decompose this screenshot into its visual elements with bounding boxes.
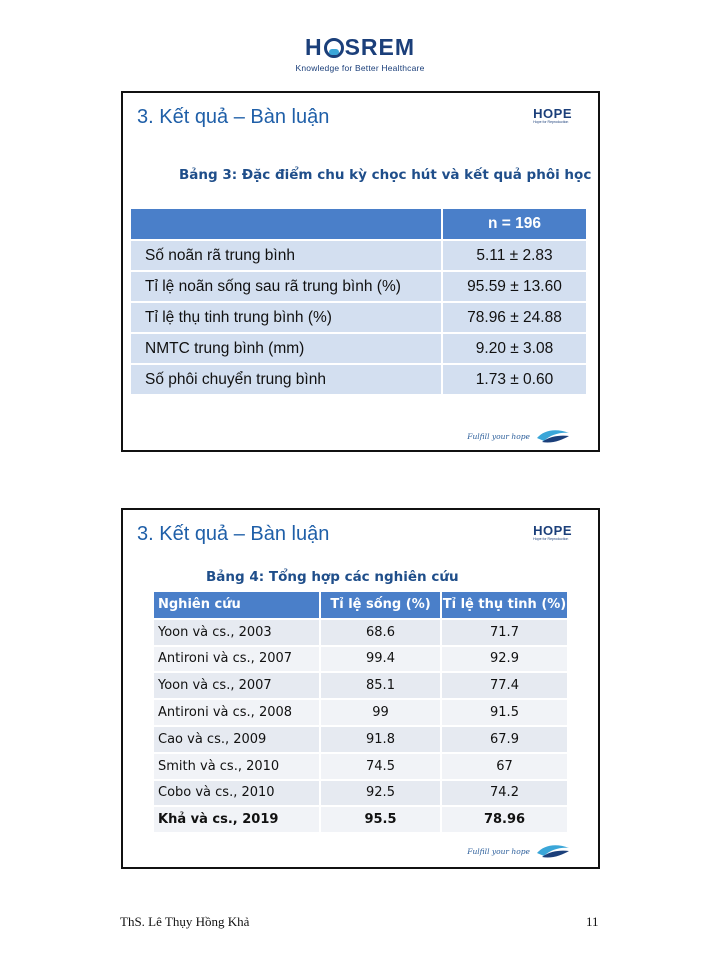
fertilization-cell: 74.2 bbox=[441, 780, 568, 807]
row-value: 9.20 ± 3.08 bbox=[442, 333, 586, 364]
survival-cell: 99.4 bbox=[320, 646, 441, 673]
table-header-row bbox=[154, 592, 568, 619]
fulfill-tagline: Fulfill your hope bbox=[467, 843, 570, 859]
survival-cell: 74.5 bbox=[320, 753, 441, 780]
study-cell: Cao và cs., 2009 bbox=[154, 726, 320, 753]
slide-title: 3. Kết quả – Bàn luận bbox=[137, 523, 330, 545]
fulfill-tagline: Fulfill your hope bbox=[467, 428, 570, 444]
study-cell: Cobo và cs., 2010 bbox=[154, 780, 320, 807]
table-row bbox=[131, 271, 586, 302]
column-header: Tỉ lệ sống (%) bbox=[320, 592, 441, 619]
survival-cell: 95.5 bbox=[320, 806, 441, 833]
table-row-highlight bbox=[154, 806, 568, 833]
wave-logo-icon bbox=[536, 843, 570, 859]
fertilization-cell: 71.7 bbox=[441, 619, 568, 646]
row-value: 78.96 ± 24.88 bbox=[442, 302, 586, 333]
survival-cell: 91.8 bbox=[320, 726, 441, 753]
logo-tagline: Knowledge for Better Healthcare bbox=[295, 63, 425, 73]
row-value: 5.11 ± 2.83 bbox=[442, 240, 586, 271]
table-row bbox=[154, 699, 568, 726]
hope-logo: HOPE Hope for Reproduction bbox=[533, 106, 572, 124]
wave-logo-icon bbox=[536, 428, 570, 444]
survival-cell: 99 bbox=[320, 699, 441, 726]
table-row bbox=[154, 619, 568, 646]
row-label: Số phôi chuyển trung bình bbox=[131, 364, 442, 395]
study-cell: Antironi và cs., 2008 bbox=[154, 699, 320, 726]
table-row bbox=[154, 672, 568, 699]
hosrem-logo bbox=[290, 34, 430, 73]
table-header-row bbox=[131, 209, 586, 240]
fertilization-cell: 91.5 bbox=[441, 699, 568, 726]
study-cell: Yoon và cs., 2007 bbox=[154, 672, 320, 699]
survival-cell: 68.6 bbox=[320, 619, 441, 646]
fertilization-cell: 92.9 bbox=[441, 646, 568, 673]
row-value: 1.73 ± 0.60 bbox=[442, 364, 586, 395]
table-4 bbox=[154, 592, 569, 834]
table-row bbox=[154, 646, 568, 673]
study-cell: Smith và cs., 2010 bbox=[154, 753, 320, 780]
fertilization-cell: 77.4 bbox=[441, 672, 568, 699]
fertilization-cell: 67 bbox=[441, 753, 568, 780]
table-3 bbox=[131, 209, 586, 396]
hosrem-logo-text: H SREM bbox=[304, 34, 416, 60]
row-label: Tỉ lệ thụ tinh trung bình (%) bbox=[131, 302, 442, 333]
fertilization-cell: 78.96 bbox=[441, 806, 568, 833]
row-label: Số noãn rã trung bình bbox=[131, 240, 442, 271]
table-row bbox=[154, 726, 568, 753]
column-header: Nghiên cứu bbox=[154, 592, 320, 619]
survival-cell: 85.1 bbox=[320, 672, 441, 699]
survival-cell: 92.5 bbox=[320, 780, 441, 807]
hope-logo: HOPE Hope for Reproduction bbox=[533, 523, 572, 541]
table-caption: Bảng 4: Tổng hợp các nghiên cứu bbox=[206, 569, 459, 585]
header-blank-cell bbox=[131, 209, 442, 240]
study-cell: Antironi và cs., 2007 bbox=[154, 646, 320, 673]
table-row bbox=[131, 302, 586, 333]
logo-globe-icon bbox=[324, 38, 344, 58]
table-row bbox=[131, 364, 586, 395]
table-caption: Bảng 3: Đặc điểm chu kỳ chọc hút và kết quả phôi học bbox=[179, 167, 592, 183]
page-number: 11 bbox=[586, 914, 599, 929]
footer-author: ThS. Lê Thụy Hồng Khả bbox=[120, 914, 250, 929]
fertilization-cell: 67.9 bbox=[441, 726, 568, 753]
slide-1 bbox=[121, 91, 600, 452]
row-value: 95.59 ± 13.60 bbox=[442, 271, 586, 302]
table-row bbox=[131, 240, 586, 271]
study-cell: Khả và cs., 2019 bbox=[154, 806, 320, 833]
header-n-cell: n = 196 bbox=[442, 209, 586, 240]
table-row bbox=[154, 753, 568, 780]
row-label: Tỉ lệ noãn sống sau rã trung bình (%) bbox=[131, 271, 442, 302]
slide-2 bbox=[121, 508, 600, 869]
row-label: NMTC trung bình (mm) bbox=[131, 333, 442, 364]
slide-title: 3. Kết quả – Bàn luận bbox=[137, 106, 330, 128]
table-row bbox=[154, 780, 568, 807]
study-cell: Yoon và cs., 2003 bbox=[154, 619, 320, 646]
column-header: Tỉ lệ thụ tinh (%) bbox=[441, 592, 568, 619]
table-row bbox=[131, 333, 586, 364]
